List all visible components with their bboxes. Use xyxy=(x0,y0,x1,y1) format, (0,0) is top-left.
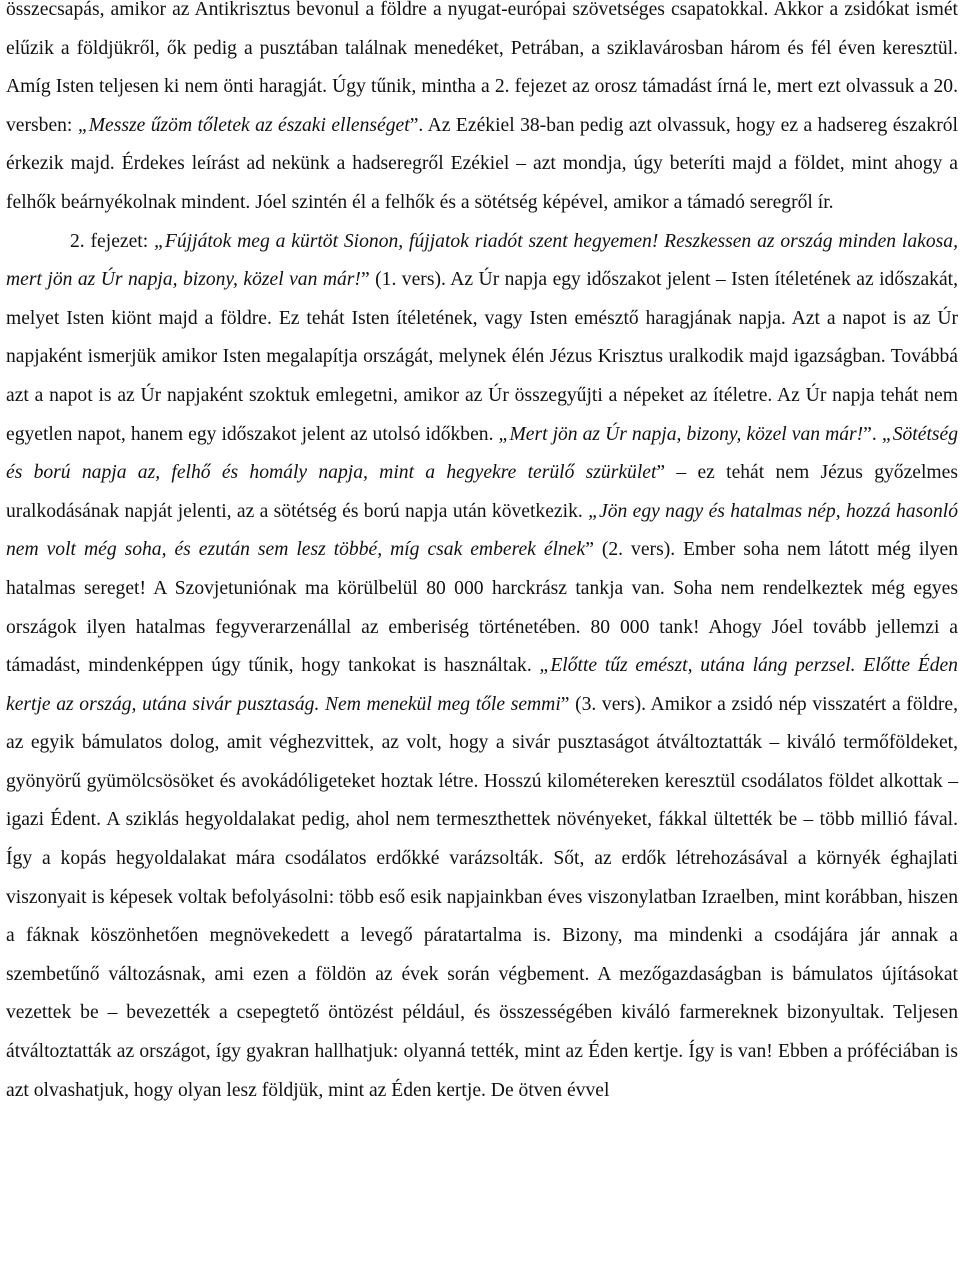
text-run: ”. Az Ezékiel 38-ban pedig azt olvassuk, hogy ez a hadsereg északról érkezik majd. Érdekes leírást ad nekünk a hadseregről Ezékiel – azt mondja, úgy beteríti majd a földet, mint ahogy a felhők beárnyékolnak mindent. Jóel szintén él a felhők és a sötétség képével, amikor a támadó seregről ír. xyxy=(6,114,958,213)
text-run: ” (2. vers). Ember soha nem látott még ilyen hatalmas sereget! A Szovjetuniónak ma körülbelül 80 000 harckrász tankja van. Soha nem rendelkeztek még egyes országok ilyen hatalmas fegyverarzenállal az emberiség történetében. 80 000 tank! Ahogy Jóel tovább jellemzi a támadást, mindenképpen úgy tűnik, hogy tankokat is használtak. xyxy=(6,539,958,677)
quote-text: „Előtte tűz emészt, utána láng perzsel. Előtte Éden kertje az ország, utána sivár pusztaság. Nem menekül meg tőle semmi xyxy=(6,655,958,715)
quote-text: „Mert jön az Úr napja, bizony, közel van már! xyxy=(498,423,864,445)
text-run: ”. xyxy=(863,423,882,445)
text-run: ” (1. vers). Az Úr napja egy időszakot jelent – Isten ítéletének az időszakát, melyet Isten kiönt majd a földre. Ez tehát Isten ítéletének, vagy Isten emésztő haragjának napja. Azt a napot is az Úr napjaként ismerjük amikor Isten megalapítja országát, melynek élén Jézus Krisztus uralkodik majd igazságban. Továbbá azt a napot is az Úr napjaként szoktuk emlegetni, amikor az Úr összegyűjti a népeket az ítéletre. Az Úr napja tehát nem egyetlen napot, hanem egy időszakot jelent az utolsó időkben. xyxy=(6,269,958,445)
quote-text: „Messze űzöm tőletek az északi ellenséget xyxy=(77,114,410,136)
quote-text: „Fújjátok meg a kürtöt Sionon, fújjatok riadót szent hegyemen! Reszkessen az ország minden lakosa, mert jön az Úr napja, bizony, közel van már! xyxy=(6,230,958,291)
quote-text: „Sötétség és ború napja az, felhő és homály napja, mint a hegyekre terülő szürkület xyxy=(6,423,959,484)
text-run: ” – ez tehát nem Jézus győzelmes uralkodásának napját jelenti, az a sötétség és ború napja után következik. xyxy=(6,462,958,522)
body-text xyxy=(6,0,958,1110)
text-run: ” (3. vers). Amikor a zsidó nép visszatért a földre, az egyik bámulatos dolog, amit véghezvittek, az volt, hogy a sivár pusztaságot átváltoztatták – kiváló termőföldeket, gyönyörű gyümölcsösöket és avokádóligeteket hoztak létre. Hosszú kilométereken keresztül csodálatos földet alkottak – igazi Édent. A sziklás hegyoldalakat pedig, ahol nem termeszthettek növényeket, fákkal ültették be – több millió fával. Így a kopás hegyoldalakat mára csodálatos erdőkké varázsolták. Sőt, az erdők létrehozásával a környék éghajlati viszonyait is képesek voltak befolyásolni: több eső esik napjainkban éves viszonylatban Izraelben, mint korábban, hiszen a fáknak köszönhetően megnövekedett a levegő páratartalma is. Bizony, ma mindenki a csodájára jár annak a szembetűnő változásnak, ami ezen a földön az évek során végbement. A mezőgazdaságban is bámulatos újításokat vezettek be – bevezették a csepegtető öntözést például, és összességében kiváló farmereknek bizonyultak. Teljesen átváltoztatták az országot, így gyakran hallhatjuk: olyanná tették, mint az Éden kertje. Így is van! Ebben a próféciában is azt olvashatjuk, hogy olyan lesz földjük, mint az Éden kertje. De ötven évvel xyxy=(6,693,958,1101)
text-run: 2. fejezet: xyxy=(70,230,155,252)
paragraph xyxy=(6,223,958,1111)
quote-text: „Jön egy nagy és hatalmas nép, hozzá hasonló nem volt még soha, és ezután sem lesz többé, míg csak emberek élnek xyxy=(6,500,958,561)
paragraph xyxy=(6,0,958,223)
text-run: összecsapás, amikor az Antikrisztus bevonul a földre a nyugat-európai szövetséges csapatokkal. Akkor a zsidókat ismét elűzik a földjükről, ők pedig a pusztában találnak menedéket, Petrában, a sziklavárosban három és fél éven keresztül. Amíg Isten teljesen ki nem önti haragját. Úgy tűnik, mintha a 2. fejezet az orosz támadást írná le, mert ezt olvassuk a 20. versben: xyxy=(6,0,958,136)
